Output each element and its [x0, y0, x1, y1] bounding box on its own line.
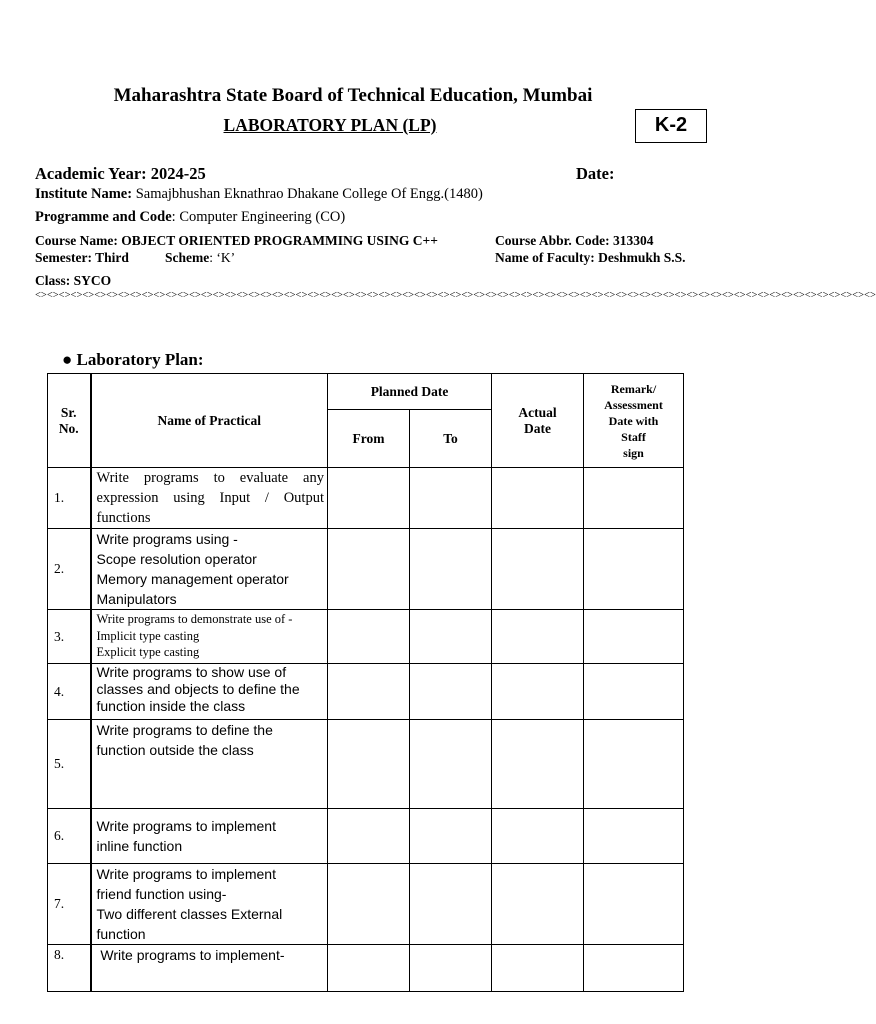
abbr-line: [495, 233, 654, 249]
row-sr: 2.: [48, 529, 91, 610]
cell-from: [328, 664, 410, 720]
header-sr: Sr. No.: [48, 374, 91, 468]
cell-actual: [492, 610, 584, 664]
table-row: [48, 864, 684, 945]
row-sr: 1.: [48, 468, 91, 529]
cell-actual: [492, 809, 584, 864]
programme-value: : Computer Engineering (CO): [171, 209, 346, 225]
cell-remark: [584, 720, 684, 809]
cell-remark: [584, 468, 684, 529]
header-to: To: [410, 410, 492, 468]
date-label: Date:: [576, 164, 615, 183]
cell-from: [328, 468, 410, 529]
cell-actual: [492, 945, 584, 992]
plan-title: LABORATORY PLAN (LP): [223, 115, 437, 135]
scheme-line: [165, 250, 235, 266]
semester-value: : Third: [87, 250, 129, 265]
row-practical: Write programs to evaluate any expression using Input / Output functions: [91, 468, 328, 529]
code-box: K-2: [635, 109, 707, 143]
cell-from: [328, 610, 410, 664]
row-sr: 5.: [48, 720, 91, 809]
row-sr: 6.: [48, 809, 91, 864]
table-row: [48, 529, 684, 610]
course-label: Course Name: [35, 233, 114, 248]
cell-to: [410, 809, 492, 864]
lab-plan-table: [47, 373, 684, 992]
cell-remark: [584, 945, 684, 992]
row-sr: 7.: [48, 864, 91, 945]
cell-remark: [584, 529, 684, 610]
row-practical: Write programs using - Scope resolution operator Memory management operator Manipulators: [91, 529, 328, 610]
separator-line: <><><><><><><><><><><><><><><><><><><><><><><><><><><><><><><><><><><><><><><><><><><><><><><><><><><><><><><><><><><><><><><><><><><><><><><>: [35, 290, 876, 301]
cell-remark: [584, 809, 684, 864]
header-from: From: [328, 410, 410, 468]
cell-actual: [492, 664, 584, 720]
cell-from: [328, 945, 410, 992]
cell-to: [410, 529, 492, 610]
semester-label: Semester: [35, 250, 88, 265]
faculty-line: [495, 250, 686, 266]
row-sr: 4.: [48, 664, 91, 720]
header-planned-date: Planned Date: [328, 374, 492, 410]
cell-actual: [492, 468, 584, 529]
semester-line: [35, 250, 129, 266]
table-row: [48, 664, 684, 720]
institute-value: Samajbhushan Eknathrao Dhakane College Of Engg.(1480): [135, 186, 483, 202]
cell-remark: [584, 610, 684, 664]
header-actual-date: Actual Date: [492, 374, 584, 468]
cell-to: [410, 610, 492, 664]
cell-from: [328, 720, 410, 809]
lab-plan-heading: ● Laboratory Plan:: [62, 350, 204, 369]
row-practical: Write programs to demonstrate use of - Implicit type casting Explicit type casting: [91, 610, 328, 664]
row-practical: Write programs to implement friend function using- Two different classes External function: [91, 864, 328, 945]
table-row: [48, 945, 684, 992]
row-sr: 8.: [48, 945, 91, 992]
cell-from: [328, 864, 410, 945]
programme-label: Programme and Code: [35, 209, 172, 225]
cell-actual: [492, 864, 584, 945]
cell-to: [410, 945, 492, 992]
programme-line: [35, 209, 345, 226]
scheme-value: : ‘K’: [209, 250, 236, 265]
table-row: [48, 809, 684, 864]
row-practical: Write programs to implement inline function: [91, 809, 328, 864]
table-row: [48, 610, 684, 664]
cell-remark: [584, 664, 684, 720]
table-row: [48, 720, 684, 809]
course-value: : OBJECT ORIENTED PROGRAMMING USING C++: [113, 233, 438, 248]
header-remark: Remark/ Assessment Date with Staff sign: [584, 374, 684, 468]
class-line: Class: SYCO: [35, 273, 112, 288]
row-practical: Write programs to implement-: [91, 945, 328, 992]
institute-line: [35, 186, 483, 203]
cell-actual: [492, 529, 584, 610]
table-row: [48, 468, 684, 529]
row-practical: Write programs to show use of classes and objects to define the function inside the class: [91, 664, 328, 720]
cell-from: [328, 529, 410, 610]
course-line: [35, 233, 438, 249]
row-practical: Write programs to define the function outside the class: [91, 720, 328, 809]
faculty-value: : Deshmukh S.S.: [590, 250, 686, 265]
cell-to: [410, 468, 492, 529]
cell-from: [328, 809, 410, 864]
scheme-label: Scheme: [165, 250, 210, 265]
header-name: Name of Practical: [91, 374, 328, 468]
cell-remark: [584, 864, 684, 945]
board-name: Maharashtra State Board of Technical Education, Mumbai: [113, 85, 593, 106]
cell-actual: [492, 720, 584, 809]
institute-label: Institute Name:: [35, 186, 133, 202]
row-sr: 3.: [48, 610, 91, 664]
abbr-value: : 313304: [605, 233, 654, 248]
faculty-label: Name of Faculty: [495, 250, 591, 265]
cell-to: [410, 864, 492, 945]
cell-to: [410, 720, 492, 809]
academic-year: Academic Year: 2024-25: [35, 164, 206, 183]
abbr-label: Course Abbr. Code: [495, 233, 606, 248]
cell-to: [410, 664, 492, 720]
